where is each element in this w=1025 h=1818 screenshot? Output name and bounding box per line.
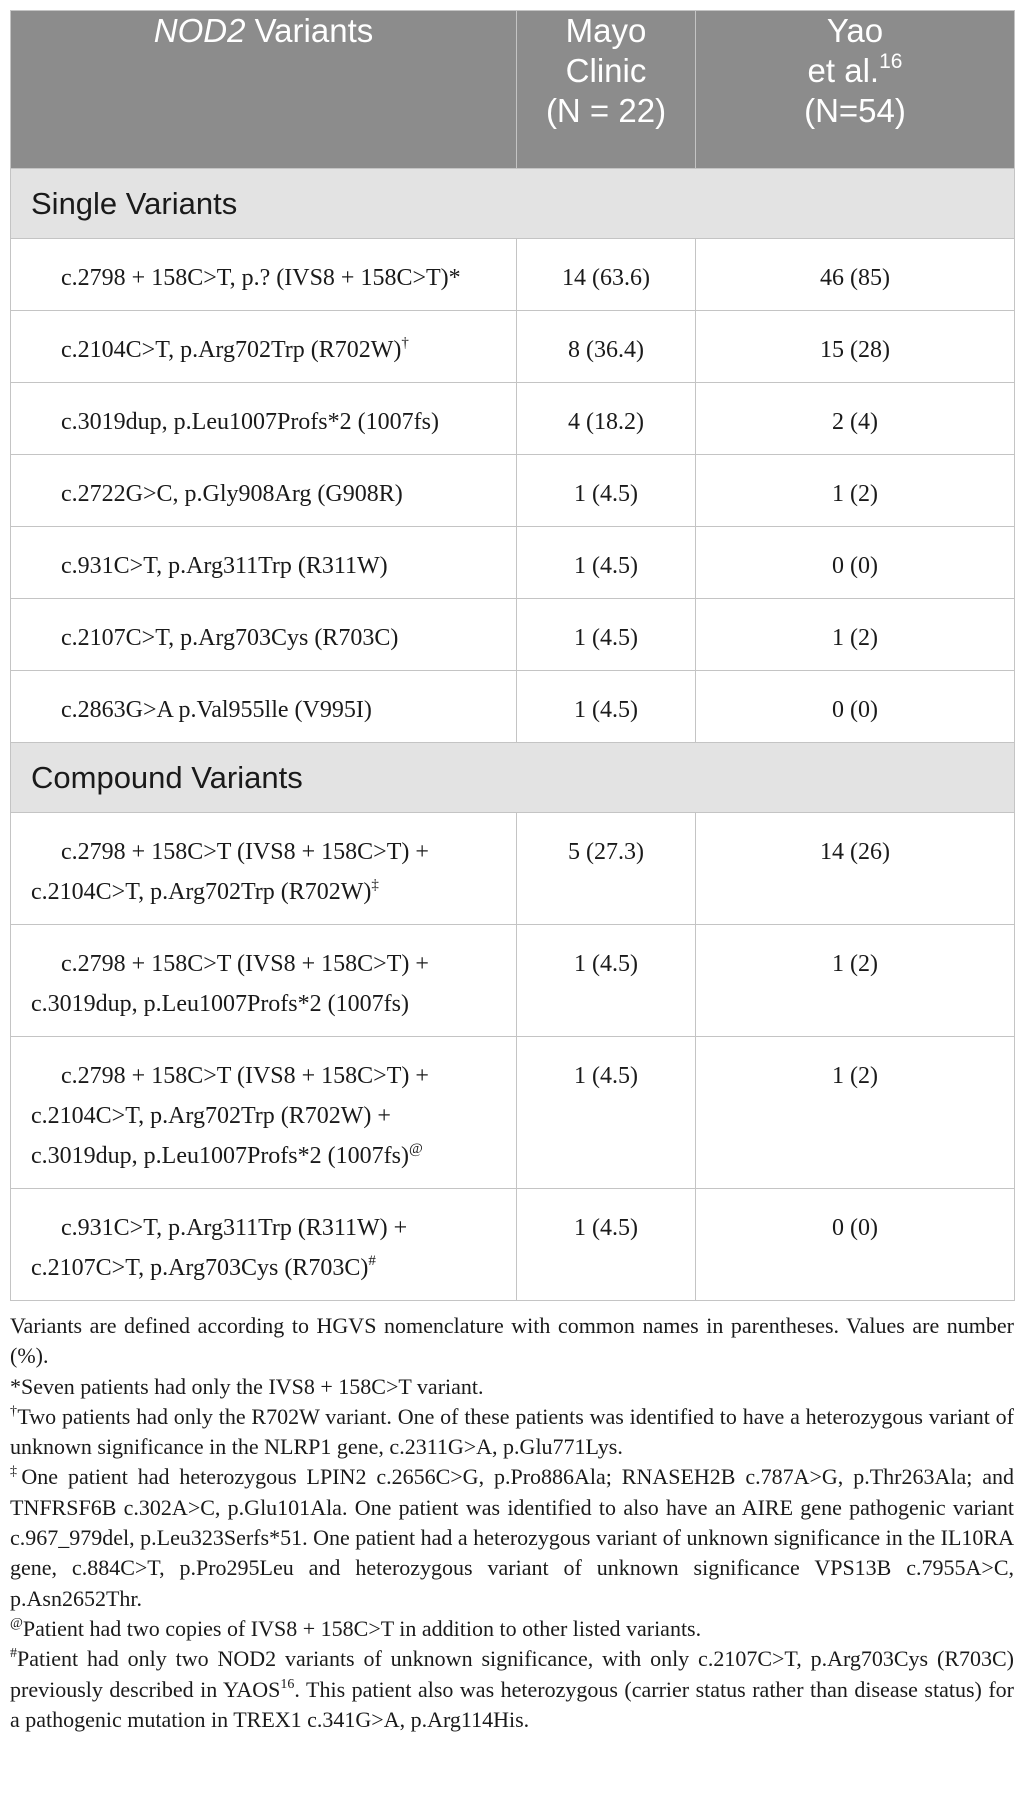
variant-cell: c.2798 + 158C>T (IVS8 + 158C>T) + c.2104C>T, p.Arg702Trp (R702W)‡ bbox=[11, 813, 517, 925]
footnote-dagger: †Two patients had only the R702W variant. One of these patients was identified to have a heterozygous variant of unknown significance in the NLRP1 gene, c.2311G>A, p.Glu771Lys. bbox=[10, 1403, 1015, 1460]
table-body bbox=[11, 169, 1015, 1301]
yao-value: 1 (2) bbox=[696, 925, 1015, 1037]
mayo-value: 1 (4.5) bbox=[517, 455, 696, 527]
table-row bbox=[11, 239, 1015, 311]
yao-value: 1 (2) bbox=[696, 455, 1015, 527]
mayo-value: 4 (18.2) bbox=[517, 383, 696, 455]
table-row bbox=[11, 599, 1015, 671]
yao-value: 46 (85) bbox=[696, 239, 1015, 311]
mayo-value: 1 (4.5) bbox=[517, 671, 696, 743]
mayo-value: 1 (4.5) bbox=[517, 1189, 696, 1301]
table-row bbox=[11, 1189, 1015, 1301]
variant-cell: c.2798 + 158C>T (IVS8 + 158C>T) + c.2104C>T, p.Arg702Trp (R702W) + c.3019dup, p.Leu1007Profs*2 (1007fs)@ bbox=[11, 1037, 517, 1189]
variant-cell: c.2104C>T, p.Arg702Trp (R702W)† bbox=[11, 311, 517, 383]
mayo-value: 14 (63.6) bbox=[517, 239, 696, 311]
table-row bbox=[11, 1037, 1015, 1189]
variants-label: Variants bbox=[245, 12, 374, 49]
yao-value: 0 (0) bbox=[696, 527, 1015, 599]
variant-cell: c.2722G>C, p.Gly908Arg (G908R) bbox=[11, 455, 517, 527]
table-row bbox=[11, 527, 1015, 599]
mayo-value: 1 (4.5) bbox=[517, 1037, 696, 1189]
table-row bbox=[11, 311, 1015, 383]
variant-cell: c.2798 + 158C>T (IVS8 + 158C>T) + c.3019dup, p.Leu1007Profs*2 (1007fs) bbox=[11, 925, 517, 1037]
column-header-variants bbox=[11, 11, 517, 169]
table-page bbox=[10, 10, 1015, 1735]
footnote-general: Variants are defined according to HGVS nomenclature with common names in parentheses. Values are number (%). bbox=[10, 1313, 1014, 1369]
mayo-value: 1 (4.5) bbox=[517, 925, 696, 1037]
variant-cell: c.2107C>T, p.Arg703Cys (R703C) bbox=[11, 599, 517, 671]
yao-value: 2 (4) bbox=[696, 383, 1015, 455]
table-row bbox=[11, 813, 1015, 925]
section-single-variants: Single Variants bbox=[11, 169, 1015, 239]
footnote-asterisk: *Seven patients had only the IVS8 + 158C>T variant. bbox=[10, 1373, 484, 1399]
reference-superscript: 16 bbox=[280, 1676, 295, 1692]
variant-cell: c.931C>T, p.Arg311Trp (R311W) bbox=[11, 527, 517, 599]
column-header-mayo: Mayo Clinic (N = 22) bbox=[517, 11, 696, 169]
table-row bbox=[11, 925, 1015, 1037]
gene-name: NOD2 bbox=[153, 12, 246, 49]
variant-cell: c.2863G>A p.Val955lle (V995I) bbox=[11, 671, 517, 743]
mayo-value: 8 (36.4) bbox=[517, 311, 696, 383]
table-row bbox=[11, 455, 1015, 527]
reference-superscript: 16 bbox=[879, 50, 903, 73]
yao-value: 1 (2) bbox=[696, 599, 1015, 671]
variant-cell: c.931C>T, p.Arg311Trp (R311W) + c.2107C>T, p.Arg703Cys (R703C)# bbox=[11, 1189, 517, 1301]
mayo-value: 1 (4.5) bbox=[517, 527, 696, 599]
variant-cell: c.3019dup, p.Leu1007Profs*2 (1007fs) bbox=[11, 383, 517, 455]
yao-value: 1 (2) bbox=[696, 1037, 1015, 1189]
table-row bbox=[11, 383, 1015, 455]
yao-value: 0 (0) bbox=[696, 1189, 1015, 1301]
table-footnotes bbox=[10, 1311, 1014, 1735]
yao-value: 15 (28) bbox=[696, 311, 1015, 383]
yao-value: 0 (0) bbox=[696, 671, 1015, 743]
section-compound-variants: Compound Variants bbox=[11, 743, 1015, 813]
yao-value: 14 (26) bbox=[696, 813, 1015, 925]
footnote-double-dagger: ‡One patient had heterozygous LPIN2 c.2656C>G, p.Pro886Ala; RNASEH2B c.787A>G, p.Thr263Ala; and TNFRSF6B c.302A>C, p.Glu101Ala. One patient was identified to also have an AIRE gene pathogenic variant c.967_979del, p.Leu323Serfs*51. One patient had a heterozygous variant of unknown significance in the IL10RA gene, c.884C>T, p.Pro295Leu and heterozygous variant of unknown significance VPS13B c.7955A>C, p.Asn2652Thr. bbox=[10, 1464, 1015, 1611]
mayo-value: 1 (4.5) bbox=[517, 599, 696, 671]
table-row bbox=[11, 671, 1015, 743]
variant-cell: c.2798 + 158C>T, p.? (IVS8 + 158C>T)* bbox=[11, 239, 517, 311]
mayo-value: 5 (27.3) bbox=[517, 813, 696, 925]
footnote-at: @Patient had two copies of IVS8 + 158C>T in addition to other listed variants. bbox=[10, 1615, 702, 1641]
footnote-hash: #Patient had only two NOD2 variants of unknown significance, with only c.2107C>T, p.Arg703Cys (R703C) previously described in YAOS$^{16}$. This patient also was heterozygous (carrier status rather than disease status) for a pathogenic mutation in TREX1 c.341G>A, p.Arg114His. bbox=[10, 1646, 1014, 1732]
table-header bbox=[11, 11, 1015, 169]
column-header-yao: Yao et al.$^{16}$ (N=54) bbox=[696, 11, 1015, 169]
nod2-variants-table bbox=[10, 10, 1015, 1301]
